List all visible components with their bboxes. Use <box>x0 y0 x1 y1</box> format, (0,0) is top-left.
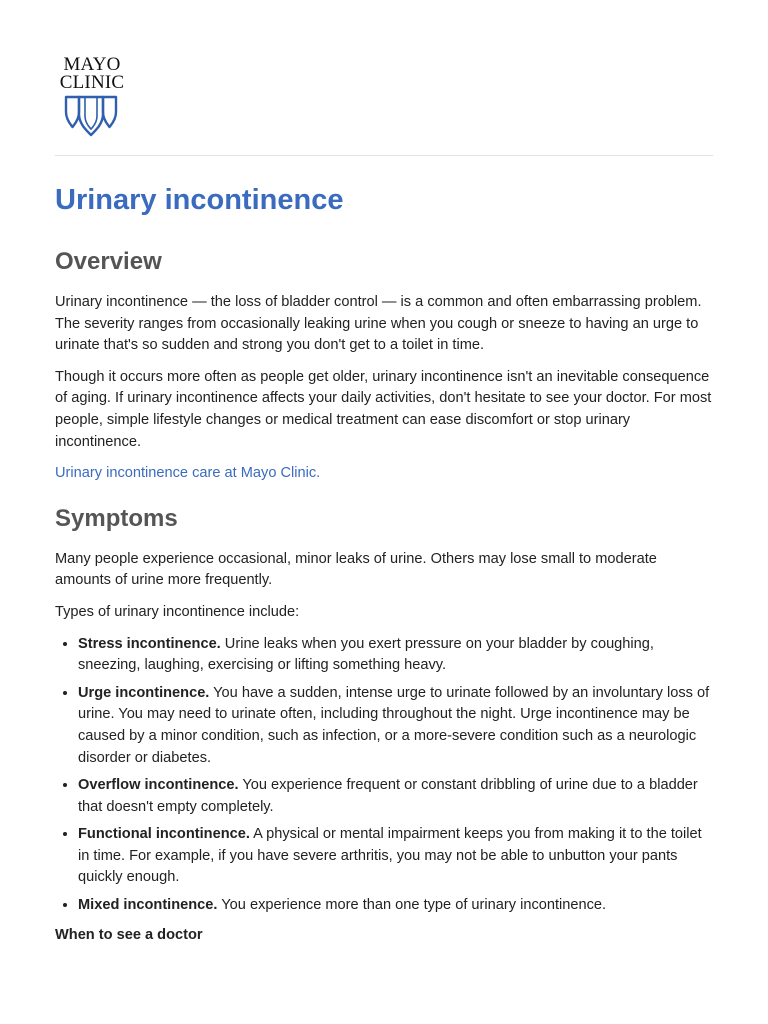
mayo-clinic-logo[interactable] <box>55 56 131 140</box>
symptoms-paragraph-1: Many people experience occasional, minor leaks of urine. Others may lose small to moderate amounts of urine more frequently. <box>55 550 657 589</box>
symptoms-paragraph-2: Types of urinary incontinence include: <box>55 603 300 620</box>
list-item <box>78 824 713 889</box>
list-item-term: Urge incontinence. <box>78 684 210 701</box>
list-item-term: Stress incontinence. <box>78 635 221 652</box>
overview-paragraph-2: Though it occurs more often as people get older, urinary incontinence isn't an inevitable consequence of aging. If urinary incontinence affects your daily activities, don't hesitate to see your doctor. For most people, simple lifestyle changes or medical treatment can ease discomfort or stop urinary incontinence. <box>55 368 712 450</box>
mayo-clinic-shields-icon <box>64 94 118 138</box>
list-item <box>78 634 713 677</box>
incontinence-types-list <box>55 634 713 917</box>
list-item-term: Overflow incontinence. <box>78 777 239 794</box>
list-item <box>78 895 713 917</box>
list-item-text: You experience more than one type of urinary incontinence. <box>217 897 607 914</box>
logo-text-clinic: CLINIC <box>59 72 125 93</box>
overview-paragraph-1: Urinary incontinence — the loss of bladder control — is a common and often embarrassing problem. The severity ranges from occasionally leaking urine when you cough or sneeze to having an urge to urinate that's so sudden and strong you don't get to a toilet in time. <box>55 294 702 354</box>
list-item-text: A physical or mental impairment keeps you from making it to the toilet in time. For example, if you have severe arthritis, you may not be able to unbutton your pants quickly enough. <box>78 826 702 886</box>
when-to-see-doctor-heading: When to see a doctor <box>55 926 203 943</box>
list-item-term: Functional incontinence. <box>78 826 250 843</box>
list-item <box>78 775 713 818</box>
list-item-text: Urine leaks when you exert pressure on your bladder by coughing, sneezing, laughing, exercising or lifting something heavy. <box>78 635 654 674</box>
page-title: Urinary incontinence <box>55 184 344 216</box>
header-divider <box>55 155 713 156</box>
list-item <box>78 683 713 769</box>
overview-heading: Overview <box>55 248 162 275</box>
list-item-term: Mixed incontinence. <box>78 897 218 914</box>
symptoms-heading: Symptoms <box>55 504 178 532</box>
logo-text-mayo: MAYO <box>63 54 121 75</box>
list-item-text: You have a sudden, intense urge to urinate followed by an involuntary loss of urine. You may need to urinate often, including throughout the night. Urge incontinence may be caused by a minor condition, such as infection, or a more-severe condition such as a neurologic disorder or diabetes. <box>78 684 710 766</box>
article-body <box>55 180 713 946</box>
list-item-text: You experience frequent or constant dribbling of urine due to a bladder that doesn't empty completely. <box>78 777 698 815</box>
mayo-care-link[interactable]: Urinary incontinence care at Mayo Clinic. <box>55 465 321 482</box>
